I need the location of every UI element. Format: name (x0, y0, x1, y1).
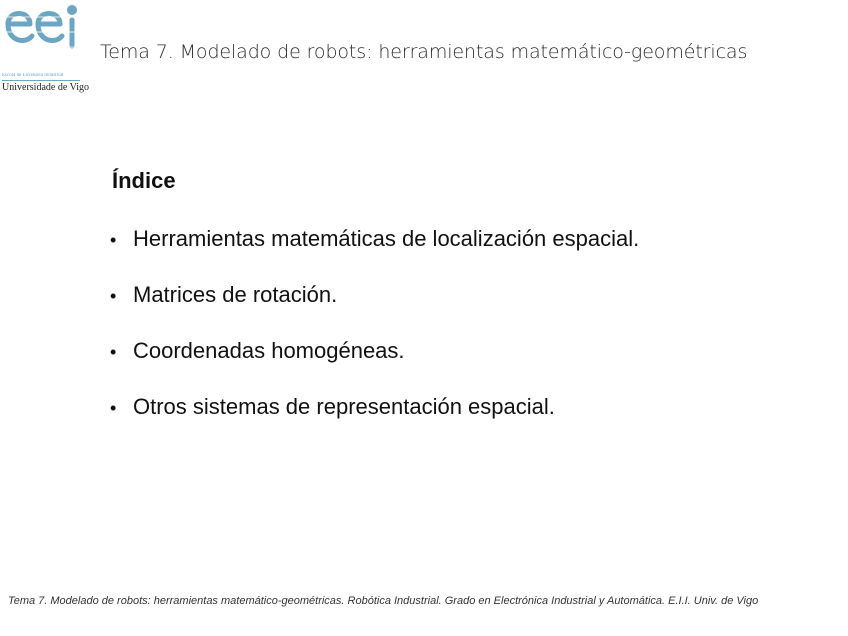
school-name: Escola de Enxeñaría Industrial (2, 73, 64, 78)
list-item-text: Herramientas matemáticas de localización espacial. (133, 226, 640, 251)
university-name: Universidade de Vigo (2, 82, 89, 93)
list-item (110, 334, 639, 390)
list-item (110, 222, 639, 278)
list-item (110, 278, 639, 334)
slide-title: Tema 7. Modelado de robots: herramientas matemático-geométricas (100, 41, 748, 63)
bullet-icon: • (110, 286, 117, 306)
list-item (110, 390, 639, 446)
slide-footer: Tema 7. Modelado de robots: herramientas matemático-geométricas. Robótica Industrial. Grado en Electrónica Industrial y Automática. E.I.I. Univ. de Vigo (8, 595, 759, 607)
list-item-text: Matrices de rotación. (133, 282, 338, 307)
index-heading: Índice (112, 168, 176, 193)
university-logo (0, 0, 89, 100)
bullet-icon: • (110, 398, 117, 418)
bullet-icon: • (110, 230, 117, 250)
list-item-text: Otros sistemas de representación espacial. (133, 394, 555, 419)
bullet-icon: • (110, 342, 117, 362)
eei-logo-icon (2, 2, 82, 60)
index-list (110, 222, 639, 446)
list-item-text: Coordenadas homogéneas. (133, 338, 405, 363)
logo-divider (2, 80, 80, 81)
